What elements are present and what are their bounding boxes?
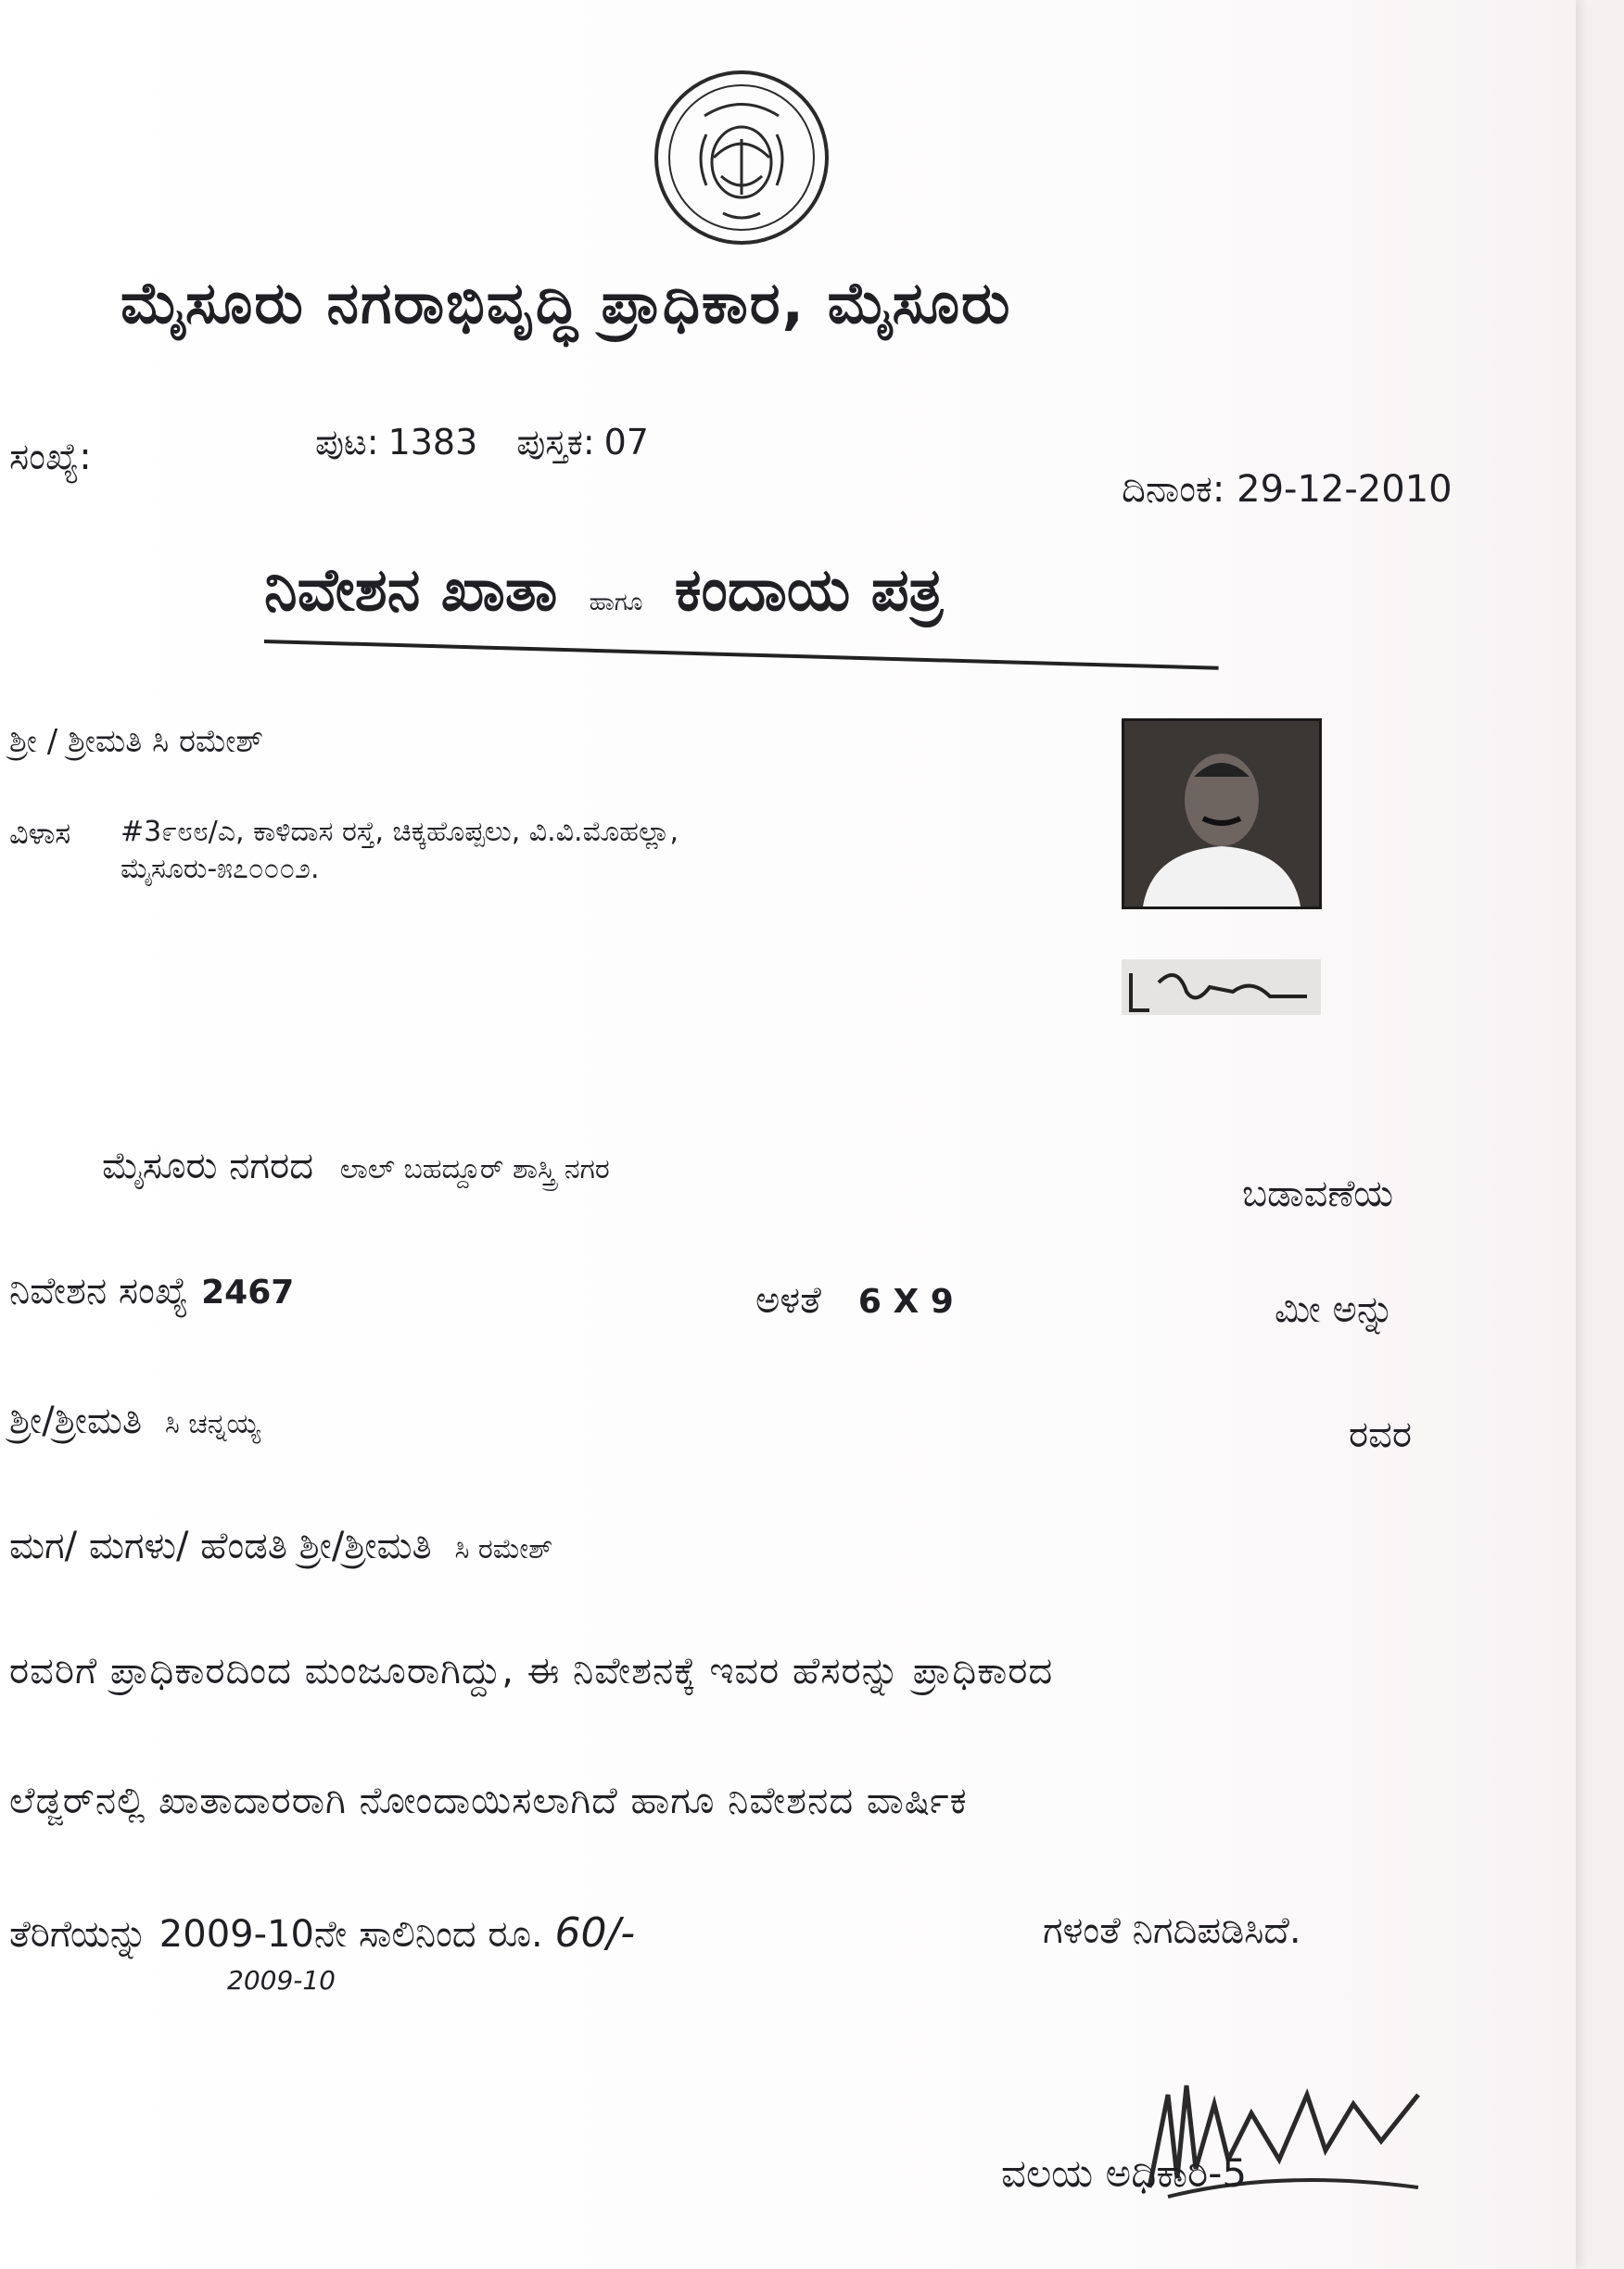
- holder-row: [9, 723, 263, 760]
- title-part2: ಕಂದಾಯ ಪತ್ರ: [674, 556, 944, 625]
- layout-row: [102, 1145, 610, 1187]
- paragraph-line-3: [9, 1909, 635, 1957]
- layout-name: ಲಾಲ್ ಬಹದ್ದೂರ್ ಶಾಸ್ತ್ರಿ ನಗರ: [339, 1153, 610, 1185]
- page-label: ಪುಟ:: [315, 422, 379, 463]
- holder-label: ಶ್ರೀ / ಶ್ರೀಮತಿ: [9, 723, 143, 760]
- page-value: 1383: [387, 422, 478, 463]
- relation-row: [9, 1525, 552, 1567]
- para3-suffix: ಗಳಂತೆ ನಿಗದಿಪಡಿಸಿದೆ.: [1043, 1909, 1301, 1952]
- date: [1122, 468, 1453, 511]
- tax-amount: 60/-: [554, 1909, 636, 1957]
- site-no-value: 2467: [201, 1274, 295, 1312]
- address-label: ವಿಳಾಸ: [9, 816, 71, 851]
- holder-signature-icon: [1122, 955, 1321, 1020]
- signatory-title: ವಲಯ ಅಧಿಕಾರಿ-5: [1001, 2150, 1248, 2196]
- document-title: [264, 556, 943, 625]
- authority-seal-icon: [649, 65, 834, 250]
- site-no-label: ನಿವೇಶನ ಸಂಖ್ಯೆ: [9, 1270, 189, 1312]
- relation-name: ಸಿ ರಮೇಶ್: [454, 1533, 553, 1565]
- book-label: ಪುಸ್ತಕ:: [516, 422, 595, 463]
- relation-label: ಮಗ/ ಮಗಳು/ ಹೆಂಡತಿ ಶ್ರೀ/ಶ್ರೀಮತಿ: [9, 1525, 432, 1567]
- year-note: 2009-10: [227, 1965, 336, 1996]
- title-part1: ನಿವೇಶನ ಖಾತಾ: [264, 556, 558, 625]
- parent-label: ಶ್ರೀ/ಶ್ರೀಮತಿ: [9, 1400, 143, 1442]
- reference-numbers: [315, 422, 658, 463]
- holder-photo: [1122, 718, 1322, 909]
- size-value: 6 X 9: [857, 1283, 954, 1321]
- address-line-2: ಮೈಸೂರು-೫೭೦೦೦೨.: [121, 853, 320, 885]
- date-label: ದಿನಾಂಕ:: [1122, 468, 1225, 511]
- title-connector: ಹಾಗೂ: [589, 589, 643, 616]
- parent-name: ಸಿ ಚನ್ನಯ್ಯ: [164, 1408, 260, 1440]
- para3-prefix: ತೆರಿಗೆಯನ್ನು 2009-10ನೇ ಸಾಲಿನಿಂದ ರೂ.: [9, 1913, 543, 1956]
- address-line-1: #3೯೮೮/ಎ, ಕಾಳಿದಾಸ ರಸ್ತೆ, ಚಿಕ್ಕಹೊಪ್ಪಲು, ವಿ.ವಿ.ಮೊಹಲ್ಲಾ,: [121, 816, 679, 848]
- size-label: ಅಳತೆ: [755, 1279, 821, 1322]
- date-value: 29-12-2010: [1237, 468, 1453, 511]
- size-unit: ಮೀ ಅನ್ನು: [1275, 1288, 1395, 1331]
- site-number-row: [9, 1270, 294, 1312]
- paragraph-line-2: ಲೆಡ್ಜರ್‌ನಲ್ಲಿ ಖಾತಾದಾರರಾಗಿ ನೋಂದಾಯಿಸಲಾಗಿದೆ ಹಾಗೂ ನಿವೇಶನದ ವಾರ್ಷಿಕ: [9, 1780, 968, 1822]
- parent-row: [9, 1400, 260, 1442]
- book-value: 07: [603, 422, 649, 463]
- city-prefix: ಮೈಸೂರು ನಗರದ: [102, 1145, 314, 1187]
- holder-name: ಸಿ ರಮೇಶ್: [152, 723, 264, 760]
- size-row: [755, 1279, 954, 1322]
- number-label: ಸಂಖ್ಯೆ:: [9, 436, 92, 478]
- parent-suffix: ರವರ: [1349, 1413, 1412, 1456]
- paragraph-line-1: ರವರಿಗೆ ಪ್ರಾಧಿಕಾರದಿಂದ ಮಂಜೂರಾಗಿದ್ದು, ಈ ನಿವೇಶನಕ್ಕೆ ಇವರ ಹೆಸರನ್ನು ಪ್ರಾಧಿಕಾರದ: [9, 1650, 1054, 1692]
- layout-suffix: ಬಡಾವಣೆಯ: [1242, 1173, 1394, 1215]
- organization-name: ಮೈಸೂರು ನಗರಾಭಿವೃದ್ಧಿ ಪ್ರಾಧಿಕಾರ, ಮೈಸೂರು: [121, 269, 1012, 336]
